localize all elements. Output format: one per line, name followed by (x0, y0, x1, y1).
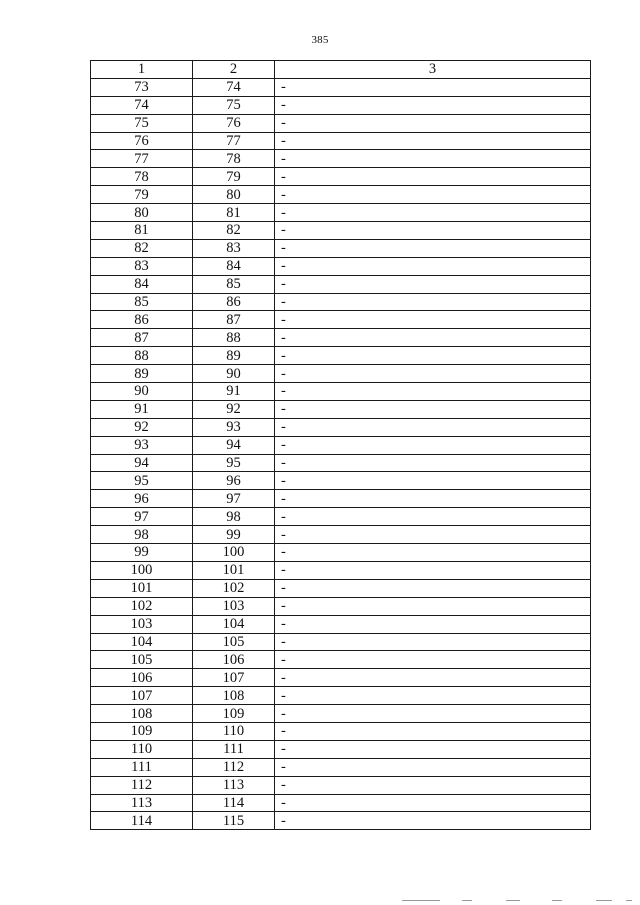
table-cell-col-2: 101 (193, 561, 275, 579)
table-cell-col-1: 79 (91, 186, 193, 204)
table-row (91, 722, 591, 740)
table-cell-col-2: 95 (193, 454, 275, 472)
table-cell-col-3: - (275, 776, 591, 794)
table-cell-col-2: 85 (193, 275, 275, 293)
table-row (91, 78, 591, 96)
table-cell-col-1: 106 (91, 669, 193, 687)
header-row (91, 61, 591, 79)
table-row (91, 472, 591, 490)
table-cell-col-1: 111 (91, 758, 193, 776)
table-cell-col-1: 87 (91, 329, 193, 347)
table-cell-col-2: 79 (193, 168, 275, 186)
table-cell-col-2: 75 (193, 96, 275, 114)
table-cell-col-3: - (275, 436, 591, 454)
table-cell-col-2: 111 (193, 740, 275, 758)
table-row (91, 615, 591, 633)
table-row (91, 812, 591, 830)
table-cell-col-3: - (275, 812, 591, 830)
table-cell-col-3: - (275, 508, 591, 526)
table-cell-col-2: 93 (193, 418, 275, 436)
table-cell-col-3: - (275, 687, 591, 705)
table-row (91, 454, 591, 472)
table-cell-col-1: 82 (91, 239, 193, 257)
table-cell-col-3: - (275, 722, 591, 740)
table-cell-col-1: 113 (91, 794, 193, 812)
table-cell-col-3: - (275, 597, 591, 615)
table-row (91, 150, 591, 168)
table-row (91, 204, 591, 222)
table-cell-col-1: 75 (91, 114, 193, 132)
table-cell-col-1: 93 (91, 436, 193, 454)
table-cell-col-3: - (275, 561, 591, 579)
table-cell-col-1: 77 (91, 150, 193, 168)
table-row (91, 365, 591, 383)
table-cell-col-3: - (275, 222, 591, 240)
table-cell-col-2: 87 (193, 311, 275, 329)
table-cell-col-3: - (275, 669, 591, 687)
table-cell-col-1: 99 (91, 544, 193, 562)
table-cell-col-3: - (275, 490, 591, 508)
table-cell-col-2: 110 (193, 722, 275, 740)
table-cell-col-2: 98 (193, 508, 275, 526)
table-cell-col-3: - (275, 275, 591, 293)
table-cell-col-2: 80 (193, 186, 275, 204)
table-row (91, 776, 591, 794)
table-cell-col-2: 115 (193, 812, 275, 830)
table-cell-col-2: 113 (193, 776, 275, 794)
table-row (91, 400, 591, 418)
table-cell-col-3: - (275, 400, 591, 418)
table-row (91, 239, 591, 257)
table-cell-col-3: - (275, 132, 591, 150)
table-cell-col-1: 95 (91, 472, 193, 490)
table-row (91, 132, 591, 150)
table-row (91, 311, 591, 329)
table-cell-col-3: - (275, 633, 591, 651)
table-cell-col-2: 104 (193, 615, 275, 633)
table-cell-col-3: - (275, 472, 591, 490)
table-cell-col-2: 108 (193, 687, 275, 705)
table-row (91, 383, 591, 401)
table-cell-col-2: 84 (193, 257, 275, 275)
table-cell-col-3: - (275, 311, 591, 329)
table-cell-col-1: 109 (91, 722, 193, 740)
table-cell-col-1: 103 (91, 615, 193, 633)
table-cell-col-2: 96 (193, 472, 275, 490)
table-cell-col-3: - (275, 383, 591, 401)
table-row (91, 347, 591, 365)
table-cell-col-3: - (275, 705, 591, 723)
table-cell-col-2: 86 (193, 293, 275, 311)
table-cell-col-2: 112 (193, 758, 275, 776)
table-cell-col-2: 107 (193, 669, 275, 687)
table-cell-col-3: - (275, 329, 591, 347)
table-cell-col-1: 114 (91, 812, 193, 830)
table-cell-col-3: - (275, 526, 591, 544)
table-cell-col-2: 82 (193, 222, 275, 240)
table-row (91, 275, 591, 293)
table-cell-col-1: 104 (91, 633, 193, 651)
column-header-1: 1 (91, 61, 193, 79)
table-cell-col-1: 105 (91, 651, 193, 669)
table-cell-col-2: 76 (193, 114, 275, 132)
table-cell-col-1: 90 (91, 383, 193, 401)
table-cell-col-1: 81 (91, 222, 193, 240)
table-cell-col-1: 88 (91, 347, 193, 365)
table-cell-col-3: - (275, 418, 591, 436)
table-cell-col-2: 89 (193, 347, 275, 365)
page-number: 385 (311, 34, 329, 46)
table-cell-col-3: - (275, 150, 591, 168)
table-cell-col-2: 99 (193, 526, 275, 544)
table-row (91, 561, 591, 579)
table-cell-col-2: 106 (193, 651, 275, 669)
table-cell-col-3: - (275, 78, 591, 96)
table-cell-col-3: - (275, 651, 591, 669)
table-cell-col-2: 78 (193, 150, 275, 168)
table-cell-col-1: 74 (91, 96, 193, 114)
table-row (91, 418, 591, 436)
table-cell-col-1: 101 (91, 579, 193, 597)
table-cell-col-2: 91 (193, 383, 275, 401)
table-row (91, 633, 591, 651)
table-cell-col-1: 84 (91, 275, 193, 293)
table-cell-col-3: - (275, 239, 591, 257)
table-row (91, 490, 591, 508)
table-cell-col-1: 94 (91, 454, 193, 472)
table-cell-col-1: 89 (91, 365, 193, 383)
table-row (91, 794, 591, 812)
table-cell-col-2: 97 (193, 490, 275, 508)
table-row (91, 651, 591, 669)
table-row (91, 436, 591, 454)
table-header (91, 61, 591, 79)
table-row (91, 526, 591, 544)
table-body (91, 78, 591, 829)
table-row (91, 222, 591, 240)
table-row (91, 687, 591, 705)
column-header-3: 3 (275, 61, 591, 79)
table-cell-col-3: - (275, 758, 591, 776)
table-cell-col-3: - (275, 257, 591, 275)
table-cell-col-1: 92 (91, 418, 193, 436)
table-row (91, 257, 591, 275)
table-row (91, 597, 591, 615)
table-cell-col-1: 110 (91, 740, 193, 758)
table-row (91, 114, 591, 132)
table-cell-col-1: 85 (91, 293, 193, 311)
scan-artifact-marks (400, 900, 640, 902)
table-row (91, 544, 591, 562)
table-cell-col-2: 100 (193, 544, 275, 562)
table-cell-col-3: - (275, 186, 591, 204)
table-cell-col-1: 98 (91, 526, 193, 544)
table-cell-col-3: - (275, 454, 591, 472)
table-cell-col-1: 91 (91, 400, 193, 418)
table-cell-col-1: 73 (91, 78, 193, 96)
table-cell-col-3: - (275, 96, 591, 114)
table-row (91, 579, 591, 597)
table-cell-col-2: 74 (193, 78, 275, 96)
table-cell-col-3: - (275, 114, 591, 132)
table-cell-col-1: 100 (91, 561, 193, 579)
column-header-2: 2 (193, 61, 275, 79)
table-row (91, 186, 591, 204)
table-row (91, 96, 591, 114)
table-cell-col-2: 102 (193, 579, 275, 597)
table-cell-col-2: 103 (193, 597, 275, 615)
table-cell-col-2: 88 (193, 329, 275, 347)
table-cell-col-2: 77 (193, 132, 275, 150)
table-row (91, 293, 591, 311)
table-cell-col-1: 96 (91, 490, 193, 508)
table-cell-col-1: 80 (91, 204, 193, 222)
table-cell-col-1: 76 (91, 132, 193, 150)
table-cell-col-1: 112 (91, 776, 193, 794)
table-cell-col-1: 97 (91, 508, 193, 526)
table-row (91, 705, 591, 723)
table-row (91, 508, 591, 526)
data-table (90, 60, 591, 830)
table-cell-col-3: - (275, 794, 591, 812)
table-cell-col-3: - (275, 544, 591, 562)
table-cell-col-2: 105 (193, 633, 275, 651)
table-cell-col-2: 114 (193, 794, 275, 812)
table-row (91, 740, 591, 758)
table-cell-col-1: 78 (91, 168, 193, 186)
table-row (91, 669, 591, 687)
table-cell-col-1: 86 (91, 311, 193, 329)
table-row (91, 329, 591, 347)
table-cell-col-2: 109 (193, 705, 275, 723)
table-cell-col-1: 102 (91, 597, 193, 615)
table-cell-col-2: 94 (193, 436, 275, 454)
table-cell-col-3: - (275, 365, 591, 383)
table-cell-col-1: 107 (91, 687, 193, 705)
table-cell-col-3: - (275, 579, 591, 597)
table-cell-col-2: 90 (193, 365, 275, 383)
table-cell-col-3: - (275, 740, 591, 758)
table-cell-col-3: - (275, 168, 591, 186)
table-cell-col-3: - (275, 615, 591, 633)
table-cell-col-1: 108 (91, 705, 193, 723)
table-cell-col-2: 81 (193, 204, 275, 222)
table-cell-col-3: - (275, 293, 591, 311)
table-cell-col-1: 83 (91, 257, 193, 275)
table-cell-col-3: - (275, 347, 591, 365)
table-cell-col-3: - (275, 204, 591, 222)
table-cell-col-2: 83 (193, 239, 275, 257)
table-cell-col-2: 92 (193, 400, 275, 418)
table-row (91, 758, 591, 776)
table-row (91, 168, 591, 186)
